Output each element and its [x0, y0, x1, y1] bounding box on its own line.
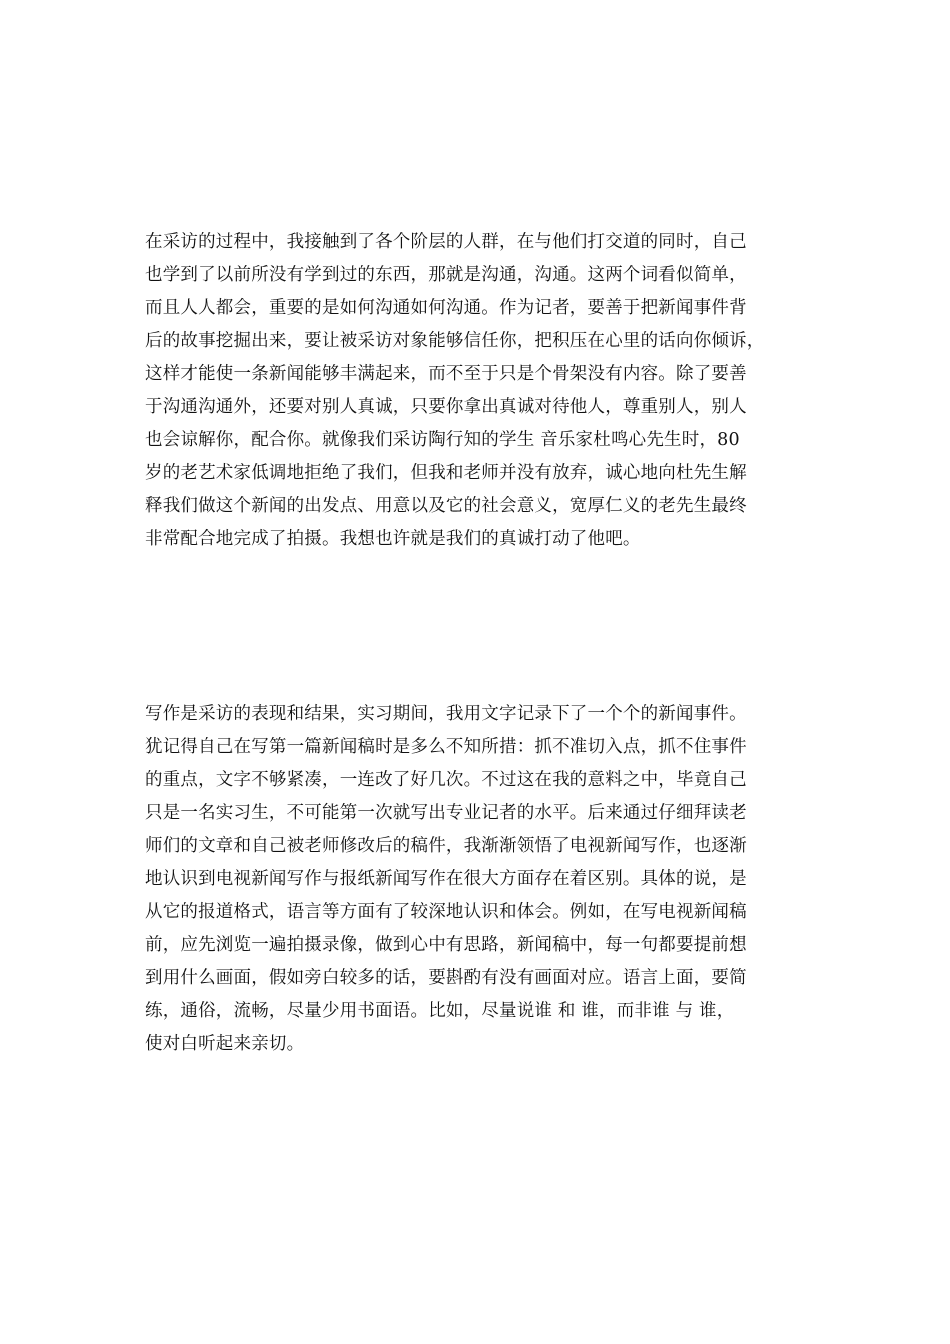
- text-line: 师们的文章和自己被老师修改后的稿件，我渐渐领悟了电视新闻写作，也逐渐: [145, 836, 747, 856]
- text-line: 练，通俗，流畅，尽量少用书面语。比如，尽量说谁 和 谁，而非谁 与 谁，: [145, 1001, 735, 1021]
- text-line: 只是一名实习生，不可能第一次就写出专业记者的水平。后来通过仔细拜读老: [145, 803, 747, 823]
- text-line: 后的故事挖掘出来，要让被采访对象能够信任你，把积压在心里的话向你倾诉，: [145, 331, 765, 351]
- text-line: 释我们做这个新闻的出发点、用意以及它的社会意义，宽厚仁义的老先生最终: [145, 496, 747, 516]
- text-line: 而且人人都会，重要的是如何沟通如何沟通。作为记者，要善于把新闻事件背: [145, 298, 747, 318]
- text-line: 非常配合地完成了拍摄。我想也许就是我们的真诚打动了他吧。: [145, 529, 641, 549]
- text-line: 也会谅解你，配合你。就像我们采访陶行知的学生 音乐家杜鸣心先生时，80: [145, 430, 740, 450]
- paragraph-news-writing: [145, 698, 813, 1061]
- text-line: 地认识到电视新闻写作与报纸新闻写作在很大方面存在着区别。具体的说，是: [145, 869, 747, 889]
- text-line: 在采访的过程中，我接触到了各个阶层的人群，在与他们打交道的同时，自己: [145, 232, 747, 252]
- text-line: 写作是采访的表现和结果，实习期间，我用文字记录下了一个个的新闻事件。: [145, 704, 747, 724]
- text-line: 也学到了以前所没有学到过的东西，那就是沟通，沟通。这两个词看似简单，: [145, 265, 747, 285]
- text-line: 使对白听起来亲切。: [145, 1034, 305, 1054]
- paragraph-interview-communication: [145, 226, 813, 556]
- text-line: 岁的老艺术家低调地拒绝了我们，但我和老师并没有放弃，诚心地向杜先生解: [145, 463, 747, 483]
- text-line: 前，应先浏览一遍拍摄录像，做到心中有思路，新闻稿中，每一句都要提前想: [145, 935, 747, 955]
- text-line: 到用什么画面，假如旁白较多的话，要斟酌有没有画面对应。语言上面，要简: [145, 968, 747, 988]
- text-line: 从它的报道格式，语言等方面有了较深地认识和体会。例如，在写电视新闻稿: [145, 902, 747, 922]
- text-line: 犹记得自己在写第一篇新闻稿时是多么不知所措：抓不准切入点，抓不住事件: [145, 737, 747, 757]
- text-line: 的重点，文字不够紧凑，一连改了好几次。不过这在我的意料之中，毕竟自己: [145, 770, 747, 790]
- text-line: 于沟通沟通外，还要对别人真诚，只要你拿出真诚对待他人，尊重别人，别人: [145, 397, 747, 417]
- text-line: 这样才能使一条新闻能够丰满起来，而不至于只是个骨架没有内容。除了要善: [145, 364, 747, 384]
